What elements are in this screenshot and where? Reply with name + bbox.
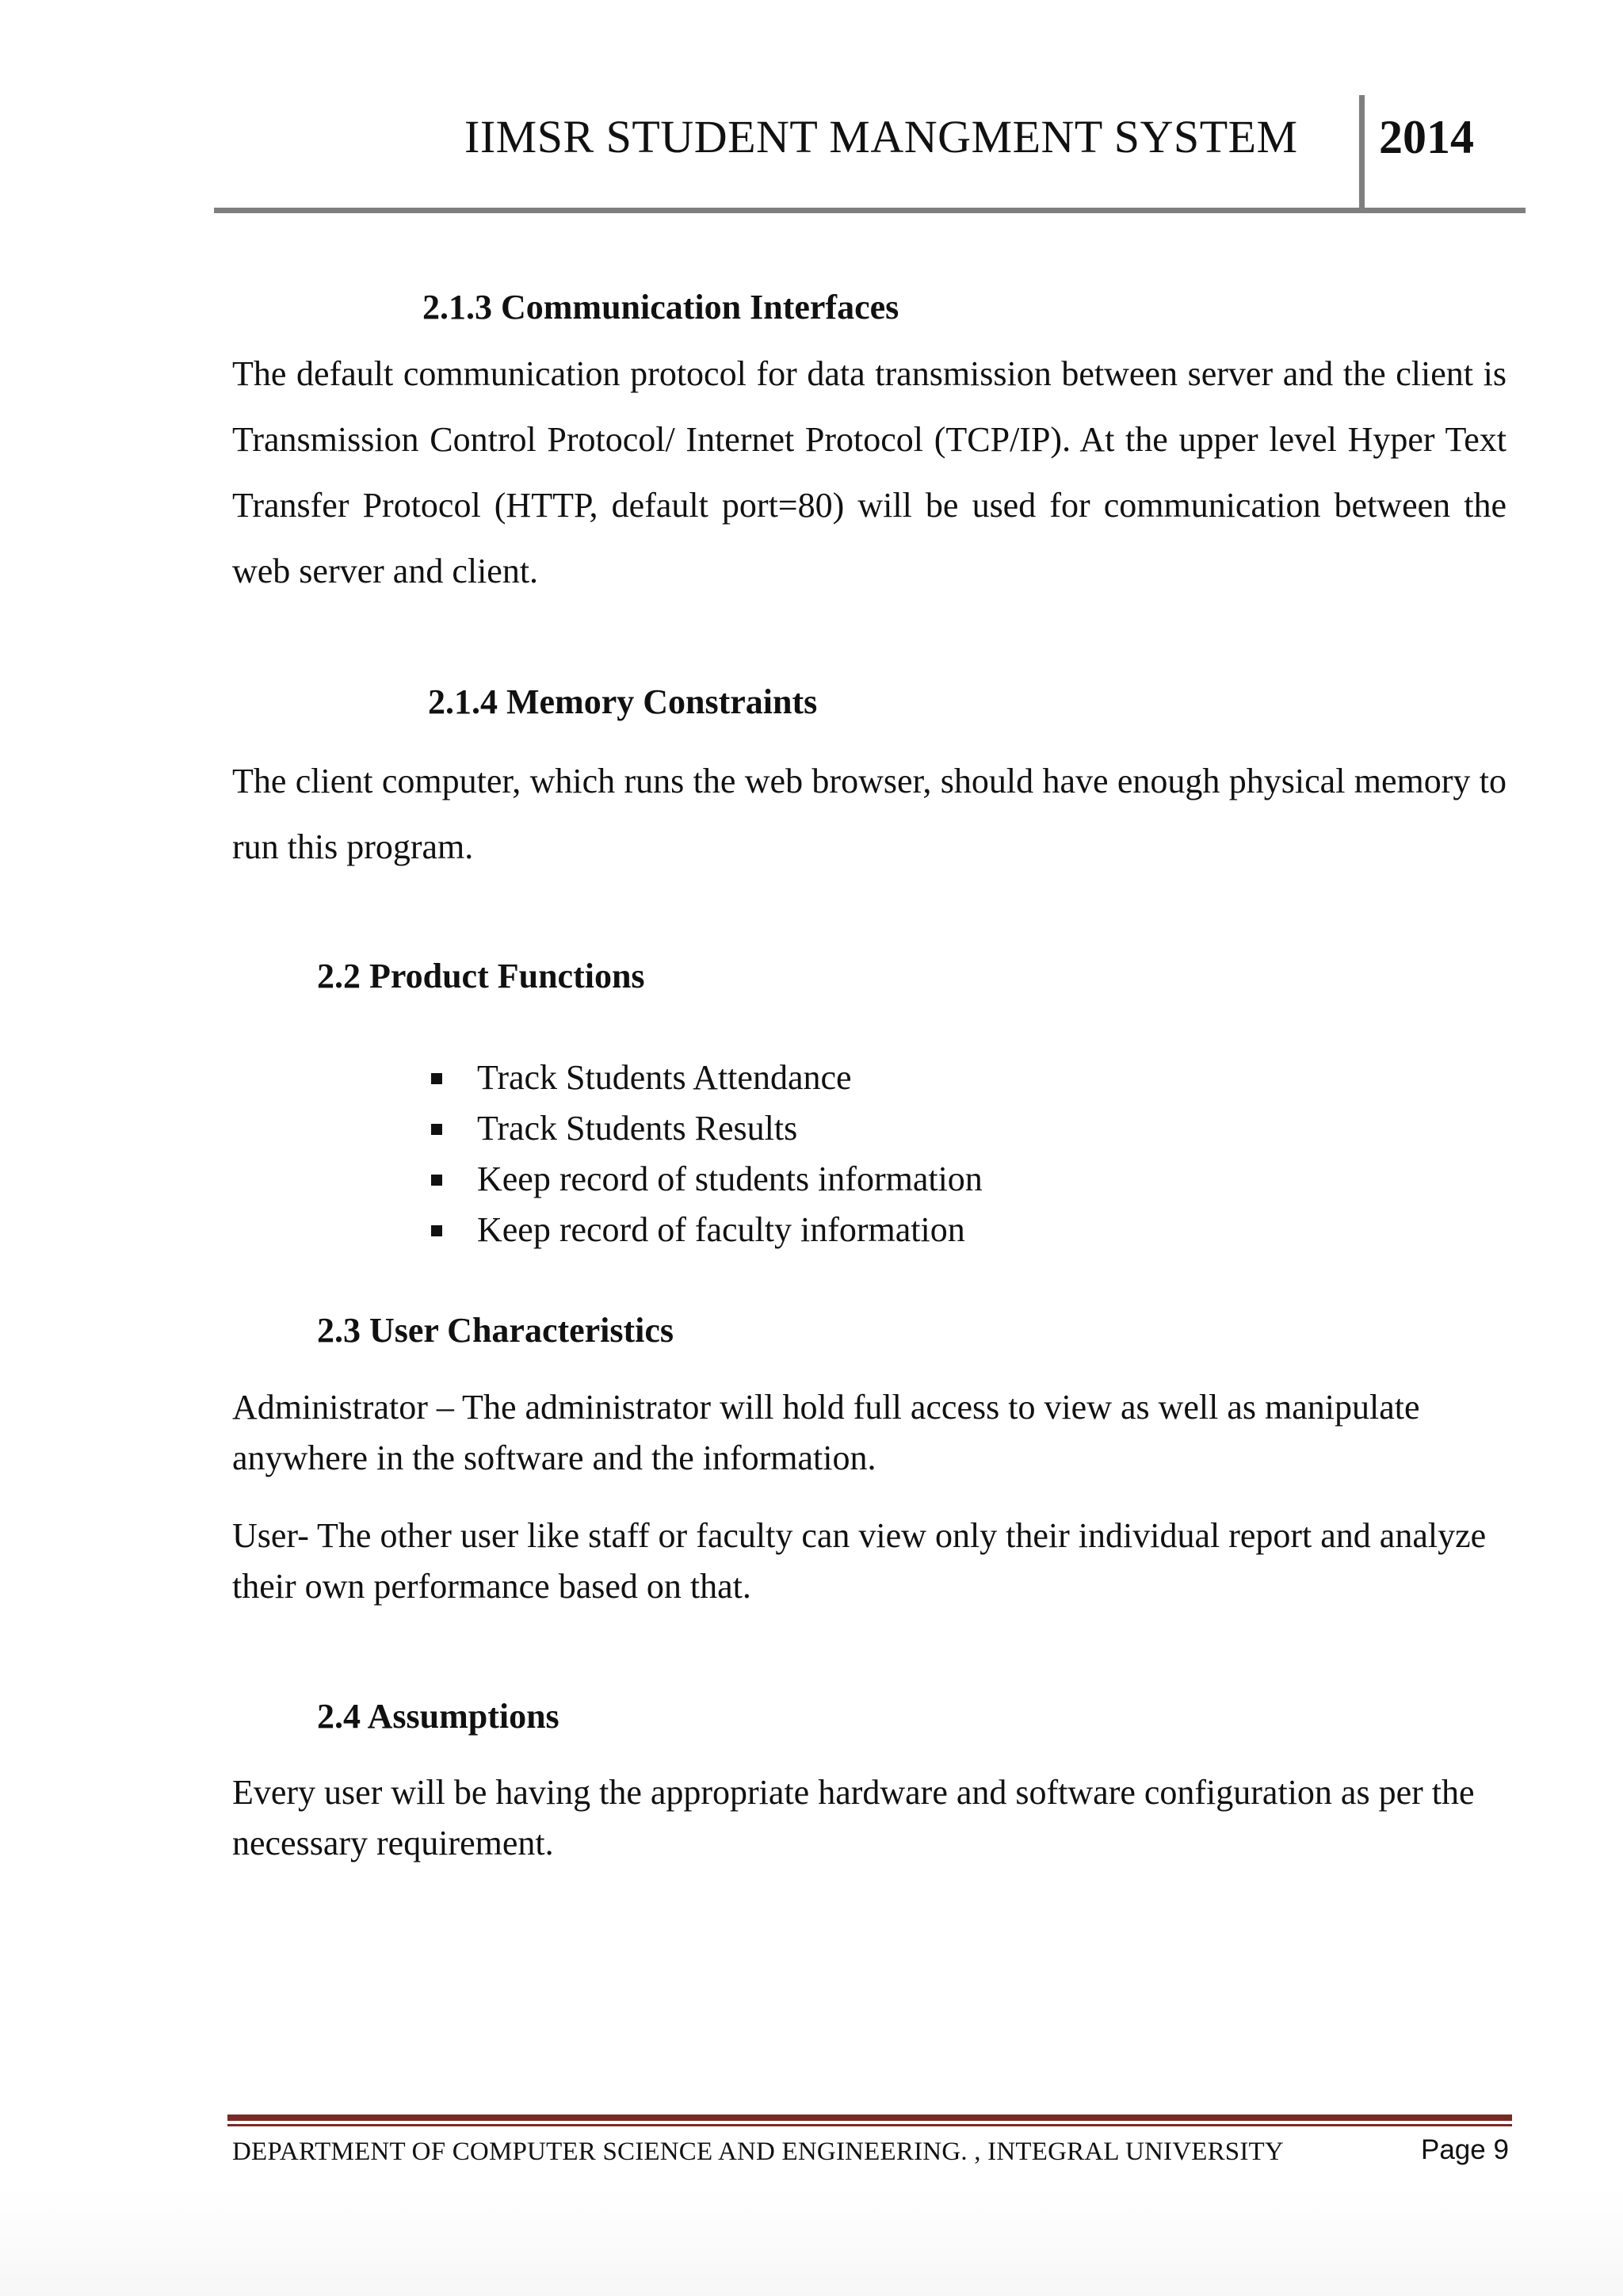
page-bottom-shade	[0, 2187, 1623, 2296]
page-number: Page 9	[1421, 2134, 1509, 2165]
paragraph-administrator: Administrator – The administrator will hold full access to view as well as manipulate anywhere in the software and the information.	[232, 1388, 1420, 1477]
heading-user-characteristics: 2.3 User Characteristics	[317, 1311, 674, 1350]
footer-rule-thin	[227, 2124, 1512, 2126]
heading-assumptions: 2.4 Assumptions	[317, 1697, 559, 1736]
heading-communication-interfaces: 2.1.3 Communication Interfaces	[422, 288, 899, 327]
heading-product-functions: 2.2 Product Functions	[317, 957, 645, 995]
list-item-text: Keep record of faculty information	[477, 1210, 965, 1249]
header-divider-vertical	[1359, 95, 1365, 210]
list-item	[428, 1052, 983, 1103]
footer-department: DEPARTMENT OF COMPUTER SCIENCE AND ENGINEERING. , INTEGRAL UNIVERSITY	[232, 2137, 1284, 2166]
paragraph-communication-interfaces: The default communication protocol for data transmission between server and the client is Transmission Control Protocol/ Internet Protocol (TCP/IP). At the upper level Hyper Text Transfer Protocol (HTTP, default port=80) will be used for communication between the web server and client.	[232, 354, 1507, 590]
square-bullet-icon	[431, 1175, 442, 1186]
product-functions-list	[428, 1052, 983, 1255]
list-item-text: Keep record of students information	[477, 1159, 983, 1198]
header-rule	[214, 208, 1526, 213]
paragraph-user: User- The other user like staff or faculty can view only their individual report and analyze their own performance based on that.	[232, 1516, 1487, 1606]
square-bullet-icon	[431, 1124, 442, 1135]
list-item-text: Track Students Results	[477, 1109, 798, 1148]
square-bullet-icon	[431, 1073, 442, 1084]
list-item	[428, 1103, 983, 1154]
heading-memory-constraints: 2.1.4 Memory Constraints	[428, 682, 818, 721]
footer-rule-thick	[227, 2115, 1512, 2121]
list-item-text: Track Students Attendance	[477, 1058, 852, 1097]
square-bullet-icon	[431, 1225, 442, 1236]
header-title: IIMSR STUDENT MANGMENT SYSTEM	[464, 111, 1298, 162]
list-item	[428, 1154, 983, 1205]
list-item	[428, 1205, 983, 1255]
paragraph-assumptions: Every user will be having the appropriate hardware and software configuration as per the necessary requirement.	[232, 1773, 1475, 1862]
header-year: 2014	[1379, 111, 1474, 163]
paragraph-memory-constraints: The client computer, which runs the web browser, should have enough physical memory to run this program.	[232, 762, 1507, 866]
